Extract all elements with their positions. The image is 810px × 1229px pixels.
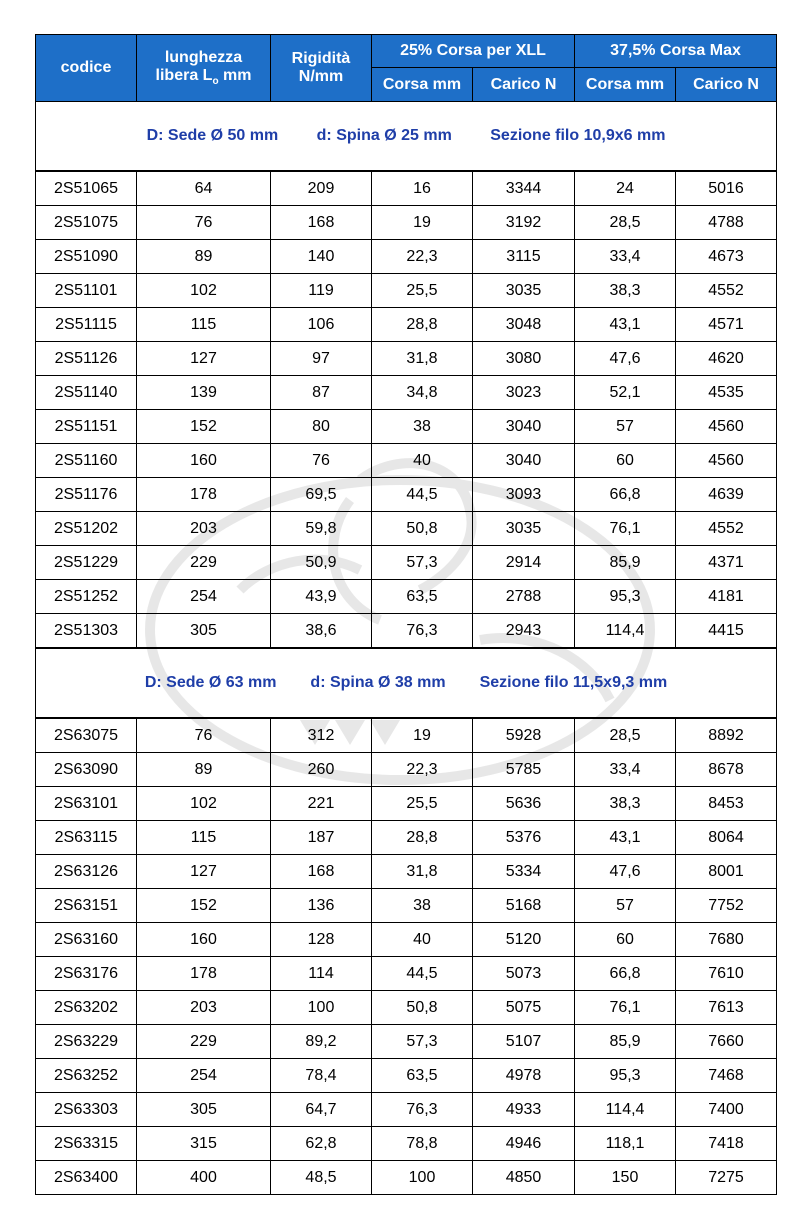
cell-corsa-375: 60 (575, 444, 676, 478)
cell-carico-375: 4552 (676, 274, 777, 308)
table-row (36, 718, 777, 753)
cell-code: 2S51176 (36, 478, 137, 512)
cell-code: 2S51151 (36, 410, 137, 444)
cell-lunghezza: 115 (137, 308, 271, 342)
cell-carico-25: 3192 (473, 206, 575, 240)
cell-lunghezza: 178 (137, 478, 271, 512)
table-row (36, 957, 777, 991)
cell-corsa-25: 16 (372, 171, 473, 206)
cell-lunghezza: 178 (137, 957, 271, 991)
table-row (36, 821, 777, 855)
cell-corsa-25: 25,5 (372, 274, 473, 308)
cell-carico-25: 3035 (473, 274, 575, 308)
cell-carico-25: 2788 (473, 580, 575, 614)
table-row (36, 1093, 777, 1127)
cell-lunghezza: 152 (137, 889, 271, 923)
cell-rigidita: 140 (271, 240, 372, 274)
cell-corsa-375: 66,8 (575, 957, 676, 991)
section-1-sezione: Sezione filo 10,9x6 mm (490, 127, 666, 144)
cell-corsa-375: 43,1 (575, 821, 676, 855)
cell-corsa-375: 33,4 (575, 753, 676, 787)
header-carico-1: Carico N (473, 68, 575, 102)
cell-corsa-375: 114,4 (575, 1093, 676, 1127)
cell-corsa-375: 118,1 (575, 1127, 676, 1161)
header-lunghezza-line2: libera L (155, 66, 213, 84)
cell-corsa-25: 28,8 (372, 821, 473, 855)
cell-carico-375: 7275 (676, 1161, 777, 1195)
cell-code: 2S63252 (36, 1059, 137, 1093)
cell-corsa-25: 44,5 (372, 478, 473, 512)
cell-lunghezza: 400 (137, 1161, 271, 1195)
cell-carico-25: 5334 (473, 855, 575, 889)
cell-carico-25: 5376 (473, 821, 575, 855)
cell-carico-375: 8064 (676, 821, 777, 855)
cell-lunghezza: 229 (137, 546, 271, 580)
cell-carico-25: 5168 (473, 889, 575, 923)
cell-corsa-25: 78,8 (372, 1127, 473, 1161)
cell-carico-25: 3040 (473, 410, 575, 444)
cell-corsa-375: 43,1 (575, 308, 676, 342)
cell-code: 2S51303 (36, 614, 137, 649)
cell-code: 2S63400 (36, 1161, 137, 1195)
cell-carico-25: 4933 (473, 1093, 575, 1127)
header-rigidita-line2: N/mm (298, 68, 344, 85)
table-row (36, 342, 777, 376)
cell-lunghezza: 254 (137, 580, 271, 614)
cell-carico-375: 8678 (676, 753, 777, 787)
cell-code: 2S51090 (36, 240, 137, 274)
cell-carico-375: 4788 (676, 206, 777, 240)
cell-rigidita: 221 (271, 787, 372, 821)
cell-code: 2S63315 (36, 1127, 137, 1161)
cell-corsa-25: 63,5 (372, 580, 473, 614)
cell-carico-25: 5928 (473, 718, 575, 753)
cell-carico-25: 4946 (473, 1127, 575, 1161)
cell-rigidita: 80 (271, 410, 372, 444)
cell-corsa-375: 47,6 (575, 342, 676, 376)
cell-carico-375: 5016 (676, 171, 777, 206)
cell-carico-375: 4371 (676, 546, 777, 580)
cell-lunghezza: 89 (137, 753, 271, 787)
cell-code: 2S63229 (36, 1025, 137, 1059)
cell-rigidita: 87 (271, 376, 372, 410)
cell-corsa-25: 28,8 (372, 308, 473, 342)
cell-lunghezza: 139 (137, 376, 271, 410)
table-row (36, 1025, 777, 1059)
cell-carico-375: 4620 (676, 342, 777, 376)
cell-lunghezza: 315 (137, 1127, 271, 1161)
cell-rigidita: 100 (271, 991, 372, 1025)
cell-carico-375: 4571 (676, 308, 777, 342)
cell-rigidita: 62,8 (271, 1127, 372, 1161)
table-row (36, 546, 777, 580)
cell-carico-375: 4639 (676, 478, 777, 512)
cell-lunghezza: 203 (137, 512, 271, 546)
cell-lunghezza: 203 (137, 991, 271, 1025)
cell-lunghezza: 89 (137, 240, 271, 274)
header-lunghezza-sub: o (212, 76, 219, 88)
cell-carico-375: 4560 (676, 410, 777, 444)
cell-corsa-25: 19 (372, 718, 473, 753)
cell-corsa-25: 50,8 (372, 512, 473, 546)
cell-rigidita: 260 (271, 753, 372, 787)
section-2-sezione: Sezione filo 11,5x9,3 mm (479, 674, 668, 691)
cell-carico-375: 7680 (676, 923, 777, 957)
table-row (36, 171, 777, 206)
cell-corsa-375: 38,3 (575, 787, 676, 821)
cell-corsa-25: 19 (372, 206, 473, 240)
table-row (36, 1161, 777, 1195)
cell-corsa-25: 34,8 (372, 376, 473, 410)
table-row (36, 274, 777, 308)
cell-code: 2S63115 (36, 821, 137, 855)
cell-lunghezza: 229 (137, 1025, 271, 1059)
cell-corsa-375: 28,5 (575, 718, 676, 753)
cell-rigidita: 209 (271, 171, 372, 206)
cell-rigidita: 114 (271, 957, 372, 991)
cell-code: 2S51075 (36, 206, 137, 240)
cell-rigidita: 106 (271, 308, 372, 342)
cell-corsa-375: 85,9 (575, 546, 676, 580)
cell-carico-375: 4535 (676, 376, 777, 410)
cell-carico-25: 4850 (473, 1161, 575, 1195)
table-row (36, 512, 777, 546)
cell-carico-25: 5120 (473, 923, 575, 957)
cell-code: 2S51115 (36, 308, 137, 342)
section-2-info (36, 648, 777, 718)
cell-code: 2S63303 (36, 1093, 137, 1127)
cell-corsa-375: 150 (575, 1161, 676, 1195)
cell-code: 2S63101 (36, 787, 137, 821)
cell-carico-375: 8453 (676, 787, 777, 821)
table-row (36, 308, 777, 342)
table-row (36, 410, 777, 444)
header-codice: codice (36, 35, 137, 102)
cell-lunghezza: 152 (137, 410, 271, 444)
section-1-sede: D: Sede Ø 50 mm (146, 127, 279, 144)
cell-carico-25: 3080 (473, 342, 575, 376)
cell-carico-375: 7418 (676, 1127, 777, 1161)
cell-carico-375: 8892 (676, 718, 777, 753)
cell-rigidita: 168 (271, 206, 372, 240)
header-rigidita-line1: Rigidità (291, 50, 351, 67)
cell-corsa-375: 47,6 (575, 855, 676, 889)
cell-carico-25: 3040 (473, 444, 575, 478)
cell-corsa-375: 24 (575, 171, 676, 206)
cell-corsa-25: 22,3 (372, 753, 473, 787)
cell-corsa-375: 38,3 (575, 274, 676, 308)
cell-rigidita: 69,5 (271, 478, 372, 512)
cell-lunghezza: 76 (137, 718, 271, 753)
cell-code: 2S51101 (36, 274, 137, 308)
cell-code: 2S63202 (36, 991, 137, 1025)
cell-lunghezza: 64 (137, 171, 271, 206)
table-row (36, 240, 777, 274)
cell-rigidita: 50,9 (271, 546, 372, 580)
cell-carico-25: 3344 (473, 171, 575, 206)
header-lunghezza-line1: lunghezza (164, 48, 243, 66)
cell-corsa-375: 76,1 (575, 991, 676, 1025)
header-lunghezza-unit: mm (218, 66, 252, 84)
cell-carico-25: 3023 (473, 376, 575, 410)
cell-lunghezza: 127 (137, 855, 271, 889)
cell-carico-25: 3115 (473, 240, 575, 274)
cell-carico-375: 4181 (676, 580, 777, 614)
section-1-cell (36, 102, 777, 172)
cell-corsa-25: 100 (372, 1161, 473, 1195)
cell-rigidita: 312 (271, 718, 372, 753)
cell-carico-25: 5785 (473, 753, 575, 787)
cell-corsa-375: 60 (575, 923, 676, 957)
table-row (36, 787, 777, 821)
cell-lunghezza: 115 (137, 821, 271, 855)
cell-corsa-25: 57,3 (372, 1025, 473, 1059)
cell-carico-25: 3035 (473, 512, 575, 546)
header-group-375: 37,5% Corsa Max (575, 35, 777, 68)
cell-carico-375: 7468 (676, 1059, 777, 1093)
table-row (36, 1127, 777, 1161)
cell-rigidita: 78,4 (271, 1059, 372, 1093)
cell-corsa-375: 95,3 (575, 580, 676, 614)
header-corsa-2: Corsa mm (575, 68, 676, 102)
header-rigidita (271, 35, 372, 102)
cell-corsa-25: 44,5 (372, 957, 473, 991)
cell-rigidita: 89,2 (271, 1025, 372, 1059)
table-row (36, 206, 777, 240)
cell-lunghezza: 254 (137, 1059, 271, 1093)
cell-code: 2S51160 (36, 444, 137, 478)
cell-code: 2S51065 (36, 171, 137, 206)
section-2-sede: D: Sede Ø 63 mm (144, 674, 277, 691)
table-row (36, 753, 777, 787)
section-1-info (36, 102, 777, 172)
cell-lunghezza: 305 (137, 614, 271, 649)
cell-rigidita: 128 (271, 923, 372, 957)
table-row (36, 923, 777, 957)
cell-carico-25: 4978 (473, 1059, 575, 1093)
cell-rigidita: 76 (271, 444, 372, 478)
cell-corsa-25: 38 (372, 410, 473, 444)
cell-rigidita: 38,6 (271, 614, 372, 649)
cell-corsa-25: 25,5 (372, 787, 473, 821)
cell-carico-25: 5073 (473, 957, 575, 991)
cell-corsa-375: 33,4 (575, 240, 676, 274)
cell-rigidita: 97 (271, 342, 372, 376)
cell-corsa-375: 66,8 (575, 478, 676, 512)
cell-corsa-375: 57 (575, 889, 676, 923)
cell-carico-25: 2914 (473, 546, 575, 580)
cell-corsa-25: 31,8 (372, 342, 473, 376)
cell-code: 2S51252 (36, 580, 137, 614)
cell-corsa-25: 63,5 (372, 1059, 473, 1093)
cell-code: 2S51140 (36, 376, 137, 410)
cell-corsa-25: 76,3 (372, 614, 473, 649)
cell-lunghezza: 102 (137, 787, 271, 821)
table-header (36, 35, 777, 102)
cell-rigidita: 59,8 (271, 512, 372, 546)
cell-lunghezza: 76 (137, 206, 271, 240)
cell-rigidita: 136 (271, 889, 372, 923)
cell-corsa-25: 38 (372, 889, 473, 923)
table-row (36, 1059, 777, 1093)
cell-corsa-25: 50,8 (372, 991, 473, 1025)
cell-corsa-25: 40 (372, 444, 473, 478)
cell-carico-375: 8001 (676, 855, 777, 889)
cell-corsa-375: 28,5 (575, 206, 676, 240)
cell-code: 2S63075 (36, 718, 137, 753)
table-row (36, 376, 777, 410)
cell-code: 2S63176 (36, 957, 137, 991)
cell-lunghezza: 127 (137, 342, 271, 376)
cell-rigidita: 64,7 (271, 1093, 372, 1127)
cell-carico-375: 4673 (676, 240, 777, 274)
cell-rigidita: 119 (271, 274, 372, 308)
table-row (36, 580, 777, 614)
cell-code: 2S63160 (36, 923, 137, 957)
cell-carico-375: 4560 (676, 444, 777, 478)
cell-code: 2S51229 (36, 546, 137, 580)
cell-carico-375: 4552 (676, 512, 777, 546)
cell-rigidita: 43,9 (271, 580, 372, 614)
cell-rigidita: 187 (271, 821, 372, 855)
cell-corsa-375: 95,3 (575, 1059, 676, 1093)
cell-carico-25: 5075 (473, 991, 575, 1025)
cell-code: 2S51126 (36, 342, 137, 376)
cell-lunghezza: 305 (137, 1093, 271, 1127)
cell-carico-375: 7610 (676, 957, 777, 991)
header-corsa-1: Corsa mm (372, 68, 473, 102)
cell-corsa-25: 31,8 (372, 855, 473, 889)
cell-carico-25: 5636 (473, 787, 575, 821)
cell-carico-375: 7752 (676, 889, 777, 923)
header-carico-2: Carico N (676, 68, 777, 102)
section-2-spina: d: Spina Ø 38 mm (310, 674, 446, 691)
cell-carico-25: 5107 (473, 1025, 575, 1059)
cell-corsa-25: 22,3 (372, 240, 473, 274)
table-body (36, 102, 777, 1195)
cell-rigidita: 48,5 (271, 1161, 372, 1195)
cell-lunghezza: 160 (137, 444, 271, 478)
cell-carico-375: 7400 (676, 1093, 777, 1127)
table-row (36, 478, 777, 512)
cell-carico-375: 4415 (676, 614, 777, 649)
cell-corsa-375: 57 (575, 410, 676, 444)
table-row (36, 444, 777, 478)
cell-corsa-375: 76,1 (575, 512, 676, 546)
cell-carico-25: 2943 (473, 614, 575, 649)
table-row (36, 991, 777, 1025)
cell-corsa-375: 85,9 (575, 1025, 676, 1059)
cell-carico-25: 3093 (473, 478, 575, 512)
cell-code: 2S63151 (36, 889, 137, 923)
table-row (36, 855, 777, 889)
cell-rigidita: 168 (271, 855, 372, 889)
table-row (36, 614, 777, 649)
section-2-cell (36, 648, 777, 718)
cell-corsa-375: 114,4 (575, 614, 676, 649)
cell-code: 2S63126 (36, 855, 137, 889)
cell-code: 2S51202 (36, 512, 137, 546)
table-row (36, 889, 777, 923)
cell-corsa-375: 52,1 (575, 376, 676, 410)
cell-corsa-25: 40 (372, 923, 473, 957)
cell-lunghezza: 102 (137, 274, 271, 308)
cell-corsa-25: 76,3 (372, 1093, 473, 1127)
section-1-spina: d: Spina Ø 25 mm (316, 127, 452, 144)
header-lunghezza (137, 35, 271, 102)
cell-corsa-25: 57,3 (372, 546, 473, 580)
cell-carico-375: 7613 (676, 991, 777, 1025)
header-group-25: 25% Corsa per XLL (372, 35, 575, 68)
cell-carico-375: 7660 (676, 1025, 777, 1059)
spring-spec-table (35, 34, 777, 1195)
cell-lunghezza: 160 (137, 923, 271, 957)
cell-code: 2S63090 (36, 753, 137, 787)
cell-carico-25: 3048 (473, 308, 575, 342)
